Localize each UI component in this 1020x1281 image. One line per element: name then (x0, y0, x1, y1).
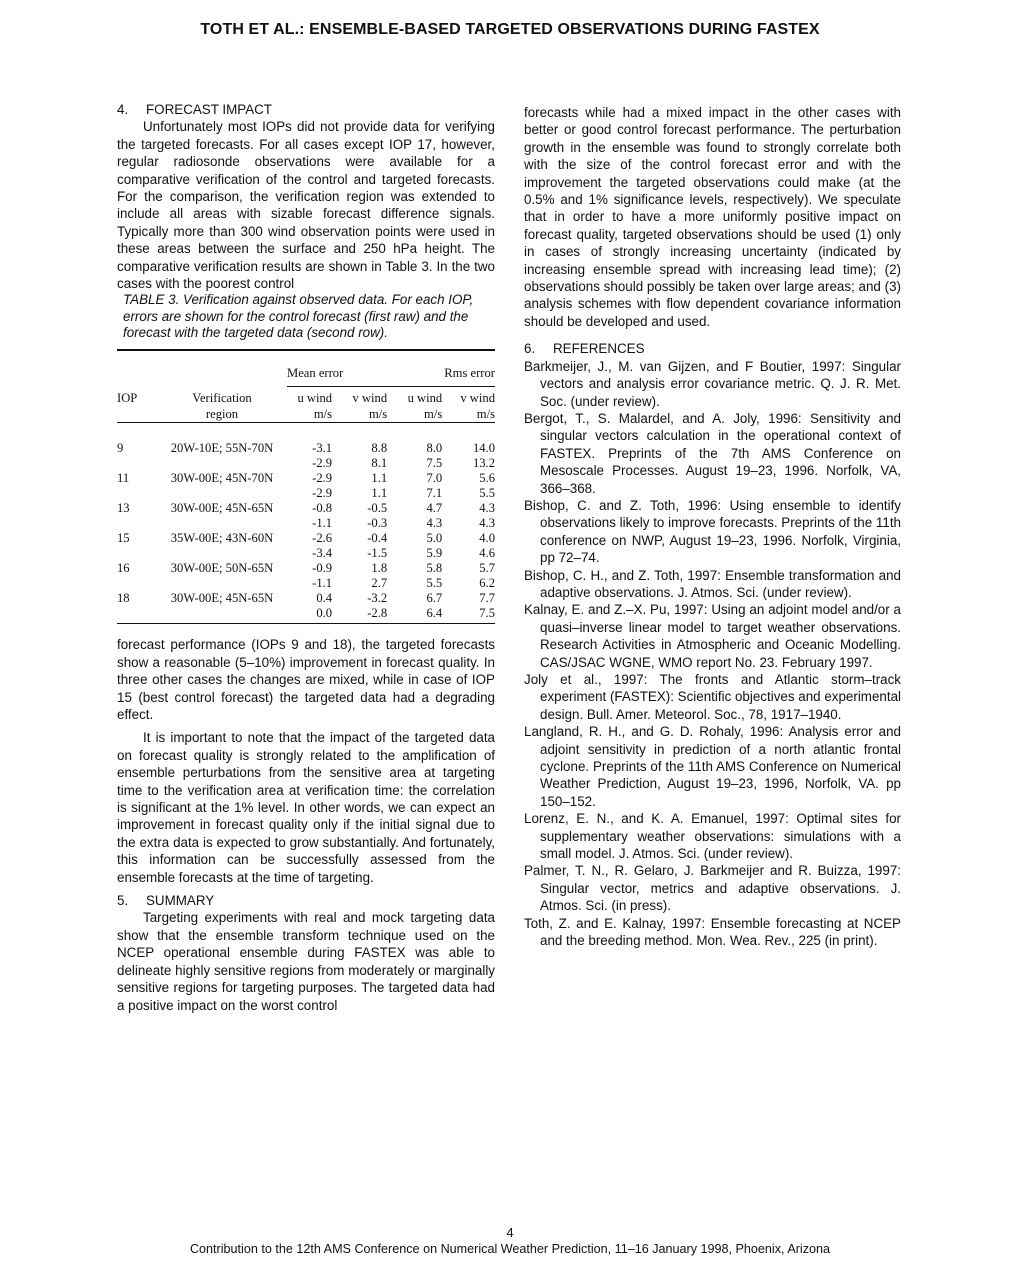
cell-iop (117, 576, 157, 591)
cell-iop (117, 486, 157, 501)
section-5-paragraph-1: Targeting experiments with real and mock targeting data show that the ensemble transform technique used on the NCEP operational ensemble during FASTEX was able to delineate highly sensitive regions from moderately or marginally sensitive regions for targeting purposes. The targeted data had a positive impact on the worst control (117, 910, 495, 1013)
cell-rms-u: 7.0 (426, 471, 443, 486)
cell-mean-u: 0.0 (287, 606, 342, 624)
cell-mean-u: -0.8 (312, 501, 333, 516)
section-title: SUMMARY (146, 893, 215, 909)
cell-mean-v: 1.1 (371, 471, 388, 486)
cell-mean-v: -0.5 (367, 501, 388, 516)
reference-item: Langland, R. H., and G. D. Rohaly, 1996: Analysis error and adjoint sensitivity in prediction of a north atlantic frontal cyclone. Preprints of the 11th AMS Conference on Numerical Weather Prediction, August 19–23, 1996, Norfolk, VA. pp 150–152. (524, 724, 901, 809)
reference-item: Palmer, T. N., R. Gelaro, J. Barkmeijer and R. Buizza, 1997: Singular vector, metrics and adaptive observations. J. Atmos. Sci. (in press). (524, 863, 901, 914)
table-row (117, 486, 495, 501)
section-title: REFERENCES (553, 341, 645, 357)
column-header-label: u wind (297, 391, 333, 406)
cell-iop: 13 (117, 501, 130, 516)
cell-region: 30W-00E; 50N-65N (170, 561, 274, 576)
table-row (117, 531, 495, 546)
cell-region: 20W-10E; 55N-70N (170, 441, 274, 456)
cell-region: 35W-00E; 43N-60N (170, 531, 274, 546)
cell-iop (117, 606, 157, 624)
cell-rms-u: 7.1 (426, 486, 443, 501)
table-caption: TABLE 3. Verification against observed data. For each IOP, errors are shown for the control forecast (first raw) and the forecast with the targeted data (second row). (123, 292, 474, 341)
cell-rms-v: 4.0 (479, 531, 495, 546)
column-header-rms-v (452, 387, 495, 423)
cell-region: 30W-00E; 45N-70N (170, 471, 274, 486)
cell-mean-u: -3.4 (312, 546, 333, 561)
group-header-mean-error: Mean error (287, 350, 397, 387)
cell-mean-u: -0.9 (312, 561, 333, 576)
cell-rms-u: 5.0 (426, 531, 443, 546)
column-header-label: v wind (352, 391, 388, 406)
table-row (117, 546, 495, 561)
cell-iop (117, 546, 157, 561)
cell-rms-u: 6.4 (397, 606, 452, 624)
section-5-heading (117, 892, 495, 909)
cell-mean-v: -0.3 (367, 516, 388, 531)
cell-mean-v: 2.7 (371, 576, 388, 591)
cell-mean-u: -1.1 (312, 576, 333, 591)
table-row (117, 606, 495, 624)
column-header-label: u wind (407, 391, 443, 406)
cell-iop: 11 (117, 471, 130, 486)
cell-iop (117, 516, 157, 531)
table-row (117, 576, 495, 591)
cell-rms-v: 5.6 (479, 471, 495, 486)
cell-rms-u: 4.7 (426, 501, 443, 516)
column-header-unit: m/s (424, 406, 443, 421)
cell-region (157, 606, 287, 624)
cell-rms-u: 7.5 (426, 456, 443, 471)
reference-item: Barkmeijer, J., M. van Gijzen, and F Boutier, 1997: Singular vectors and analysis error covariance metric. Q. J. R. Met. Soc. (under review). (524, 358, 901, 409)
column-header-unit: m/s (476, 406, 495, 421)
cell-mean-v: -1.5 (367, 546, 388, 561)
cell-mean-v: -0.4 (367, 531, 388, 546)
reference-item: Toth, Z. and E. Kalnay, 1997: Ensemble forecasting at NCEP and the breeding method. Mon. Wea. Rev., 225 (in print). (524, 915, 901, 949)
cell-region: 30W-00E; 45N-65N (170, 591, 274, 606)
cell-mean-u: 0.4 (316, 591, 333, 606)
cell-mean-v: 1.1 (371, 486, 388, 501)
column-header-region-line-2: region (205, 406, 239, 421)
cell-rms-u: 8.0 (426, 441, 443, 456)
table-row (117, 591, 495, 606)
cell-mean-v: 1.8 (371, 561, 388, 576)
cell-rms-v: 4.3 (479, 516, 495, 531)
section-title: FORECAST IMPACT (146, 102, 272, 117)
cell-rms-v: 7.5 (452, 606, 495, 624)
section-5-paragraph-1-continued: forecasts while had a mixed impact in the other cases with better or good control forecast performance. The perturbation growth in the ensemble was found to strongly correlate both with the size of the control forecast error and with the improvement the targeted observations could make (at the 0.5% and 1% significance levels, respectively). We speculate that in order to have a more uniformly positive impact on forecast quality, targeted observations should be used (1) only in cases of strongly increasing uncertainty (indicated by increasing ensemble spread with increasing lead time); (2) observations should possibly be taken over large areas; and (3) analysis schemes with flow dependent covariance information should be developed and used. (524, 105, 901, 329)
cell-rms-v: 7.7 (479, 591, 495, 606)
section-4-paragraph-2: It is important to note that the impact of the targeted data on forecast quality is strongly related to the amplification of ensemble perturbations from the sensitive area at targeting time to the verification area at verification time: the correlation is significant at the 1% level. In other words, we can expect an improvement in forecast quality only if the initial signal due to the extra data is expected to grow substantially. And fortunately, this information can be successfully assessed from the ensemble forecasts at the time of targeting. (117, 730, 495, 885)
section-number: 6. (524, 341, 536, 357)
section-6-heading (524, 340, 901, 357)
cell-rms-u: 5.8 (426, 561, 443, 576)
cell-iop: 16 (117, 561, 130, 576)
column-header-unit: m/s (313, 406, 333, 421)
reference-item: Bergot, T., S. Malardel, and A. Joly, 1996: Sensitivity and singular vectors calculation in the operational context of FASTEX. Preprints of the 7th AMS Conference on Mesoscale Processes. August 19–23, 1996. Norfolk, VA, 366–368. (524, 410, 901, 496)
column-header-iop: IOP (117, 390, 138, 405)
table-row (117, 516, 495, 531)
cell-mean-u: -2.9 (312, 471, 333, 486)
cell-region (157, 546, 287, 561)
reference-item: Bishop, C. and Z. Toth, 1996: Using ensemble to identify observations likely to improve forecasts. Preprints of the 11th conference on NWP, August 19–23, 1996. Norfolk, Virginia, pp 72–74. (524, 497, 901, 566)
cell-rms-v: 6.2 (479, 576, 495, 591)
cell-mean-u: -3.1 (312, 441, 333, 456)
column-header-region-line-1: Verification (192, 391, 252, 406)
footer-contribution: Contribution to the 12th AMS Conference on Numerical Weather Prediction, 11–16 January 1998, Phoenix, Arizona (189, 1242, 831, 1256)
cell-rms-v: 14.0 (472, 441, 495, 456)
table-row (117, 456, 495, 471)
cell-rms-v: 4.3 (479, 501, 495, 516)
cell-rms-u: 4.3 (426, 516, 443, 531)
cell-mean-u: -1.1 (312, 516, 333, 531)
reference-item: Lorenz, E. N., and K. A. Emanuel, 1997: Optimal sites for supplementary weather observations: simulations with a small model. J. Atmos. Sci. (under review). (524, 811, 901, 862)
cell-rms-v: 4.6 (479, 546, 495, 561)
cell-mean-u: -2.9 (312, 486, 333, 501)
cell-iop: 9 (117, 441, 124, 456)
cell-rms-u: 5.9 (426, 546, 443, 561)
cell-region (157, 456, 287, 471)
section-4-paragraph-1: Unfortunately most IOPs did not provide data for verifying the targeted forecasts. For all cases except IOP 17, however, regular radiosonde observations were available for a comparative verification of the control and targeted forecasts. For the comparison, the verification region was extended to include all areas with sizable forecast difference signals. Typically more than 300 wind observation points were used in these areas between the surface and 250 hPa height. The comparative verification results are shown in Table 3. In the two cases with the poorest control (117, 119, 495, 292)
table-row (117, 501, 495, 516)
cell-region: 30W-00E; 45N-65N (170, 501, 274, 516)
running-head: TOTH ET AL.: ENSEMBLE-BASED TARGETED OBSERVATIONS DURING FASTEX (200, 21, 820, 38)
reference-item: Bishop, C. H., and Z. Toth, 1997: Ensemble transformation and adaptive observations. J. Atmos. Sci. (under review). (524, 567, 901, 600)
cell-region (157, 516, 287, 531)
cell-rms-u: 5.5 (426, 576, 443, 591)
column-header-region (157, 387, 287, 423)
verification-table (117, 349, 495, 624)
table-row (117, 423, 495, 457)
section-number: 4. (117, 102, 129, 117)
left-column (117, 101, 495, 1014)
cell-rms-v: 5.5 (479, 486, 495, 501)
cell-mean-u: -2.6 (312, 531, 333, 546)
column-header-mean-v (342, 387, 397, 423)
cell-mean-v: 8.8 (371, 441, 388, 456)
section-4-heading (117, 101, 495, 118)
section-4-paragraph-1-continued: forecast performance (IOPs 9 and 18), the targeted forecasts show a reasonable (5–10%) improvement in forecast quality. In three other cases the changes are mixed, while in case of IOP 15 (best control forecast) the targeted data had a degrading effect. (117, 637, 495, 722)
cell-region (157, 486, 287, 501)
cell-mean-u: -2.9 (312, 456, 333, 471)
page-number: 4 (506, 1225, 514, 1240)
cell-mean-v: 8.1 (371, 456, 388, 471)
reference-item: Kalnay, E. and Z.–X. Pu, 1997: Using an adjoint model and/or a quasi–inverse linear model to target weather observations. Research Activities in Atmospheric and Oceanic Modelling. CAS/JSAC WGNE, WMO report No. 23. February 1997. (524, 602, 901, 670)
reference-list (524, 358, 901, 950)
table-body (117, 423, 495, 624)
reference-item: Joly et al., 1997: The fronts and Atlantic storm–track experiment (FASTEX): Scientific objectives and experimental design. Bull. Amer. Meteorol. Soc., 78, 1917–1940. (524, 672, 901, 722)
cell-rms-v: 13.2 (472, 456, 495, 471)
column-header-unit: m/s (368, 406, 388, 421)
cell-mean-v: -2.8 (342, 606, 397, 624)
cell-iop (117, 456, 157, 471)
cell-mean-v: -3.2 (367, 591, 388, 606)
table-row (117, 471, 495, 486)
cell-iop: 18 (117, 591, 130, 606)
group-header-rms-error: Rms error (397, 350, 495, 387)
cell-rms-u: 6.7 (426, 591, 443, 606)
right-column (524, 104, 901, 950)
column-header-rms-u (397, 387, 452, 423)
cell-rms-v: 5.7 (479, 561, 495, 576)
cell-region (157, 576, 287, 591)
section-number: 5. (117, 893, 129, 909)
column-header-label: v wind (460, 391, 495, 406)
cell-iop: 15 (117, 531, 130, 546)
column-header-mean-u (287, 387, 342, 423)
table-row (117, 561, 495, 576)
